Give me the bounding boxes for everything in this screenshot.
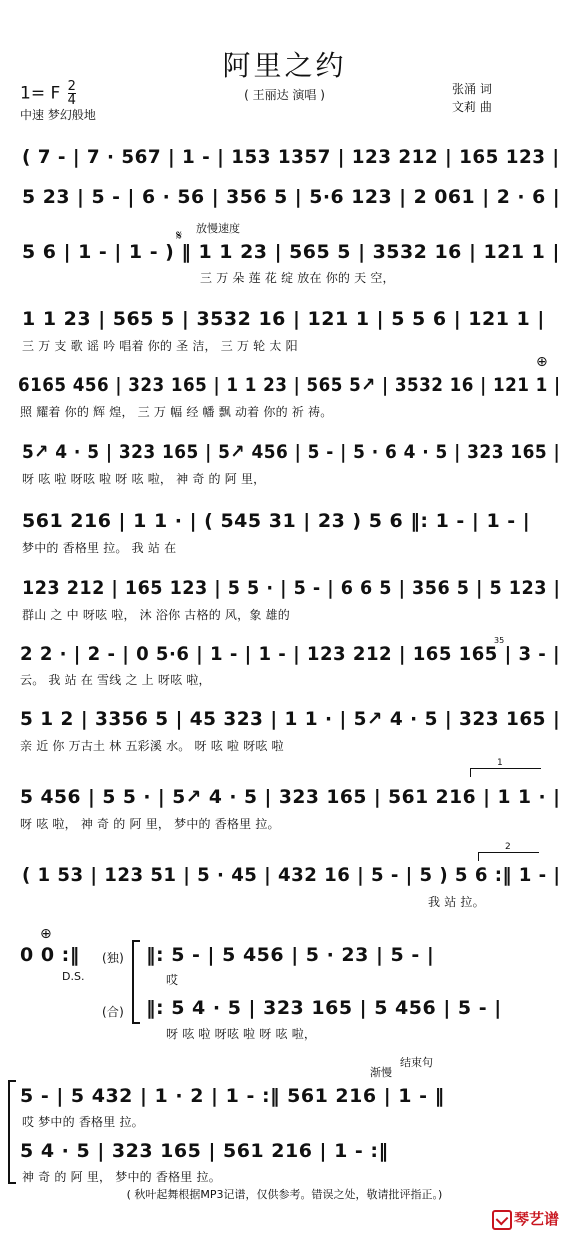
- time-signature: [68, 80, 76, 107]
- final-solo-lyrics: 哎 梦中的 香格里 拉。: [22, 1115, 144, 1129]
- coda-icon-2: ⊕: [40, 926, 52, 942]
- coda-icon: ⊕: [536, 354, 548, 370]
- volta-2-number: 2: [505, 842, 511, 852]
- score-line-9-music: 2 2 · | 2 - | 0 5·6 | 1 - | 1 - | 123 212 | 165 165 | 3 - |: [20, 643, 561, 665]
- chorus-label: (合): [102, 1005, 124, 1019]
- tempo-marking: 中速 梦幻般地: [20, 108, 96, 122]
- segno-icon: 𝄋: [176, 228, 183, 244]
- score-line-11-music: 5 456 | 5 5 · | 5↗ 4 · 5 | 323 165 | 561 216 | 1 1 · |: [20, 786, 561, 808]
- ritardando-marking: 渐慢: [370, 1066, 392, 1079]
- volta-1-number: 1: [497, 758, 503, 768]
- ds-label: D.S.: [62, 970, 85, 983]
- slow-down-marking: 放慢速度: [196, 222, 240, 235]
- watermark-logo: [492, 1208, 559, 1230]
- score-line-10-music: 5 1 2 | 3356 5 | 45 323 | 1 1 · | 5↗ 4 · 5 | 323 165 |: [20, 708, 561, 730]
- final-solo-music: 5 - | 5 432 | 1 · 2 | 1 - :‖ 561 216 | 1 - ‖: [20, 1085, 445, 1107]
- logo-icon: [492, 1210, 512, 1230]
- end-phrase-marking: 结束句: [400, 1056, 433, 1069]
- page-title: 阿里之约: [222, 49, 347, 82]
- score-line-12-lyrics: 我 站 拉。: [428, 895, 485, 909]
- solo-music: ‖: 5 - | 5 456 | 5 · 23 | 5 - |: [146, 944, 435, 966]
- ds-music: 0 0 :‖: [20, 944, 80, 966]
- score-line-7-lyrics: 梦中的 香格里 拉。 我 站 在: [22, 541, 177, 555]
- score-line-11-lyrics: 呀 呟 啦， 神 奇 的 阿 里， 梦中的 香格里 拉。: [20, 817, 280, 831]
- score-line-6-music: 5↗ 4 · 5 | 323 165 | 5↗ 456 | 5 - | 5 · 6 4 · 5 | 323 165 |: [22, 441, 561, 463]
- score-line-5-music: 6165 456 | 323 165 | 1 1 23 | 565 5↗ | 3532 16 | 121 1 |: [18, 374, 561, 396]
- score-line-5-lyrics: 照 耀着 你的 辉 煌， 三 万 幅 经 幡 飘 动着 你的 祈 祷。: [20, 405, 333, 419]
- score-line-3-music: 5 6 | 1 - | 1 - ) ‖ 1 1 23 | 565 5 | 3532 16 | 121 1 |: [22, 241, 560, 263]
- score-line-2-music: 5 23 | 5 - | 6 · 56 | 356 5 | 5·6 123 | 2 061 | 2 · 6 |: [22, 186, 561, 208]
- volta-2-bracket: [478, 842, 539, 861]
- score-line-8-lyrics: 群山 之 中 呀呟 啦， 沐 浴你 古格的 风，象 雄的: [22, 608, 290, 622]
- key-label: 1= F: [20, 83, 61, 104]
- chorus-music: ‖: 5 4 · 5 | 323 165 | 5 456 | 5 - |: [146, 997, 502, 1019]
- composer-credit: 文莉 曲: [452, 100, 492, 114]
- score-line-10-lyrics: 亲 近 你 万古土 林 五彩溪 水。 呀 呟 啦 呀呟 啦: [20, 739, 284, 753]
- system-bracket-1: [132, 940, 140, 1024]
- volta-1-bracket: [470, 758, 541, 777]
- score-line-4-lyrics: 三 万 支 歌 谣 吟 唱着 你的 圣 洁， 三 万 轮 太 阳: [22, 339, 298, 353]
- score-line-8-music: 123 212 | 165 123 | 5 5 · | 5 - | 6 6 5 | 356 5 | 5 123 |: [22, 577, 561, 599]
- footer-note: ( 秋叶起舞根据MP3记谱，仅供参考。错误之处，敬请批评指正。): [126, 1188, 443, 1201]
- key-signature: [20, 80, 76, 107]
- lyricist-credit: 张涌 词: [452, 82, 492, 96]
- score-line-3-lyrics: 三 万 朵 莲 花 绽 放在 你的 天 空，: [200, 271, 395, 285]
- solo-label: (独): [102, 951, 124, 965]
- score-line-9-lyrics: 云。 我 站 在 雪线 之 上 呀呟 啦，: [20, 673, 211, 687]
- final-chorus-music: 5 4 · 5 | 323 165 | 561 216 | 1 - :‖: [20, 1140, 389, 1162]
- time-bottom: 4: [67, 93, 76, 108]
- time-top: 2: [67, 79, 76, 94]
- watermark-text: 琴艺谱: [513, 1210, 559, 1228]
- score-line-7-music: 561 216 | 1 1 · | ( 545 31 | 23 ) 5 6 ‖: 1 - | 1 - |: [22, 510, 531, 532]
- final-chorus-lyrics: 神 奇 的 阿 里， 梦中的 香格里 拉。: [22, 1170, 221, 1184]
- score-line-12-music: ( 1 53 | 123 51 | 5 · 45 | 432 16 | 5 - | 5 ) 5 6 :‖ 1 - |: [22, 864, 561, 886]
- breath-mark: 35: [494, 636, 505, 645]
- score-line-4-music: 1 1 23 | 565 5 | 3532 16 | 121 1 | 5 5 6 | 121 1 |: [22, 308, 545, 330]
- score-line-6-lyrics: 呀 呟 啦 呀呟 啦 呀 呟 啦， 神 奇 的 阿 里，: [22, 472, 266, 486]
- chorus-lyrics: 呀 呟 啦 呀呟 啦 呀 呟 啦，: [166, 1027, 317, 1041]
- singer-credit: ( 王丽达 演唱 ): [244, 88, 325, 102]
- score-line-1-music: ( 7 - | 7 · 567 | 1 - | 153 1357 | 123 212 | 165 123 |: [22, 146, 560, 168]
- solo-lyrics: 哎: [166, 973, 179, 987]
- system-bracket-2: [8, 1080, 16, 1184]
